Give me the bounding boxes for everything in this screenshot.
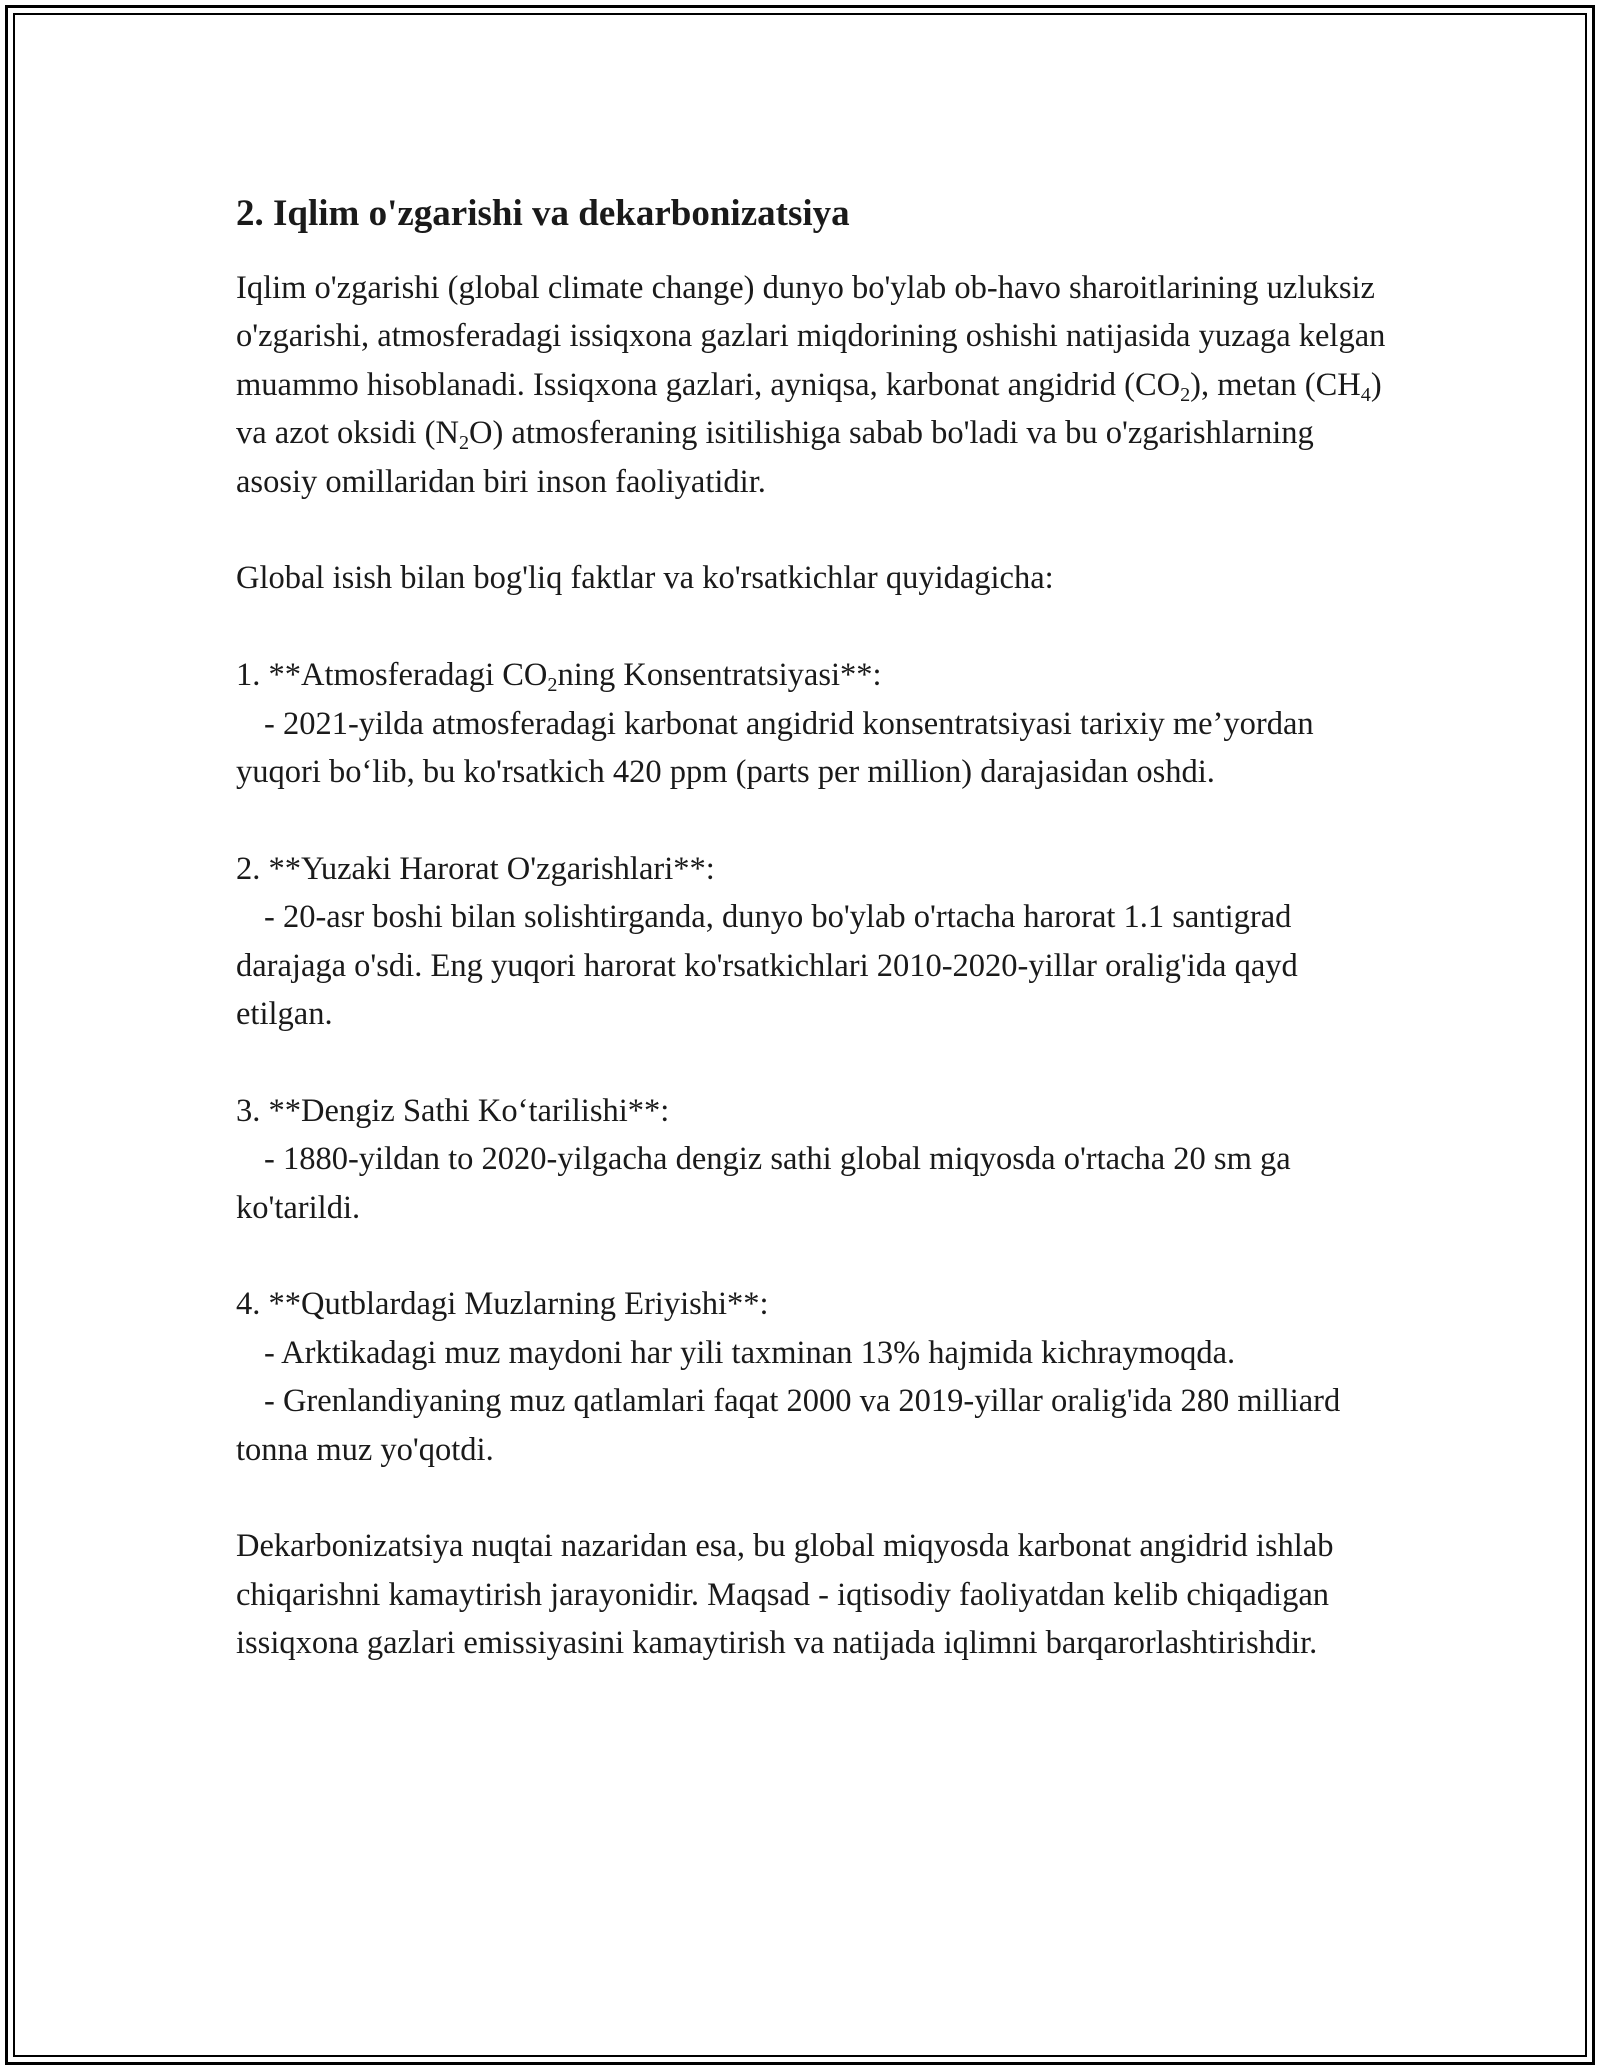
conclusion-paragraph: Dekarbonizatsiya nuqtai nazaridan esa, bu global miqyosda karbonat angidrid ishlab chiqarishni kamaytirish jarayonidir. Maqsad - iqtisodiy faoliyatdan kelib chiqadigan issiqxona gazlari emissiyasini kamaytirish va natijada iqlimni barqarorlashtirishdir. [236,1528,1334,1662]
facts-intro: Global isish bilan bog'liq faktlar va ko'rsatkichlar quyidagicha: [236,560,1054,597]
intro-paragraph: Iqlim o'zgarishi (global climate change) dunyo bo'ylab ob-havo sharoitlarining uzluksiz o'zgarishi, atmosferadagi issiqxona gazlari miqdorining oshishi natijasida yuzaga kelgan muammo hisoblanadi. Issiqxona gazlari, ayniqsa, karbonat angidrid $(CO_2)$, metan $(CH_4)$ va azot oksidi $(N_2O)$ atmosferaning isitilishiga sabab bo'ladi va bu o'zgarishlarning asosiy omillaridan biri inson faoliyatidir. [236,270,1386,500]
list-item-ice-melt: 4. **Qutblardagi Muzlarning Eriyishi**: - Arktikadagi muz maydoni har yili taxminan 13% hajmida kichraymoqda. - Grenlandiyaning muz qatlamlari faqat 2000 va 2019-yillar oralig'ida 280 milliard tonna muz yo'qotdi. [236,1286,1341,1468]
list-item-temperature: 2. **Yuzaki Harorat O'zgarishlari**: - 20-asr boshi bilan solishtirganda, dunyo bo'ylab o'rtacha harorat 1.1 santigrad darajaga o'sdi. Eng yuqori harorat ko'rsatkichlari 2010-2020-yillar oralig'ida qayd etilgan. [236,850,1298,1033]
list-item-co2: 1. **Atmosferadagi $CO_2ning$ Konsentratsiyasi**: - 2021-yilda atmosferadagi karbonat angidrid konsentratsiyasi tarixiy me’yordan yuqori bo‘lib, bu ko'rsatkich 420 ppm (parts per million) darajasidan oshdi. [236,657,1314,791]
list-item-sea-level: 3. **Dengiz Sathi Ko‘tarilishi**: - 1880-yildan to 2020-yilgacha dengiz sathi global miqyosda o'rtacha 20 sm ga ko'tarildi. [236,1092,1291,1226]
document-page [236,190,1386,1716]
section-title: 2. Iqlim o'zgarishi va dekarbonizatsiya [236,193,850,234]
